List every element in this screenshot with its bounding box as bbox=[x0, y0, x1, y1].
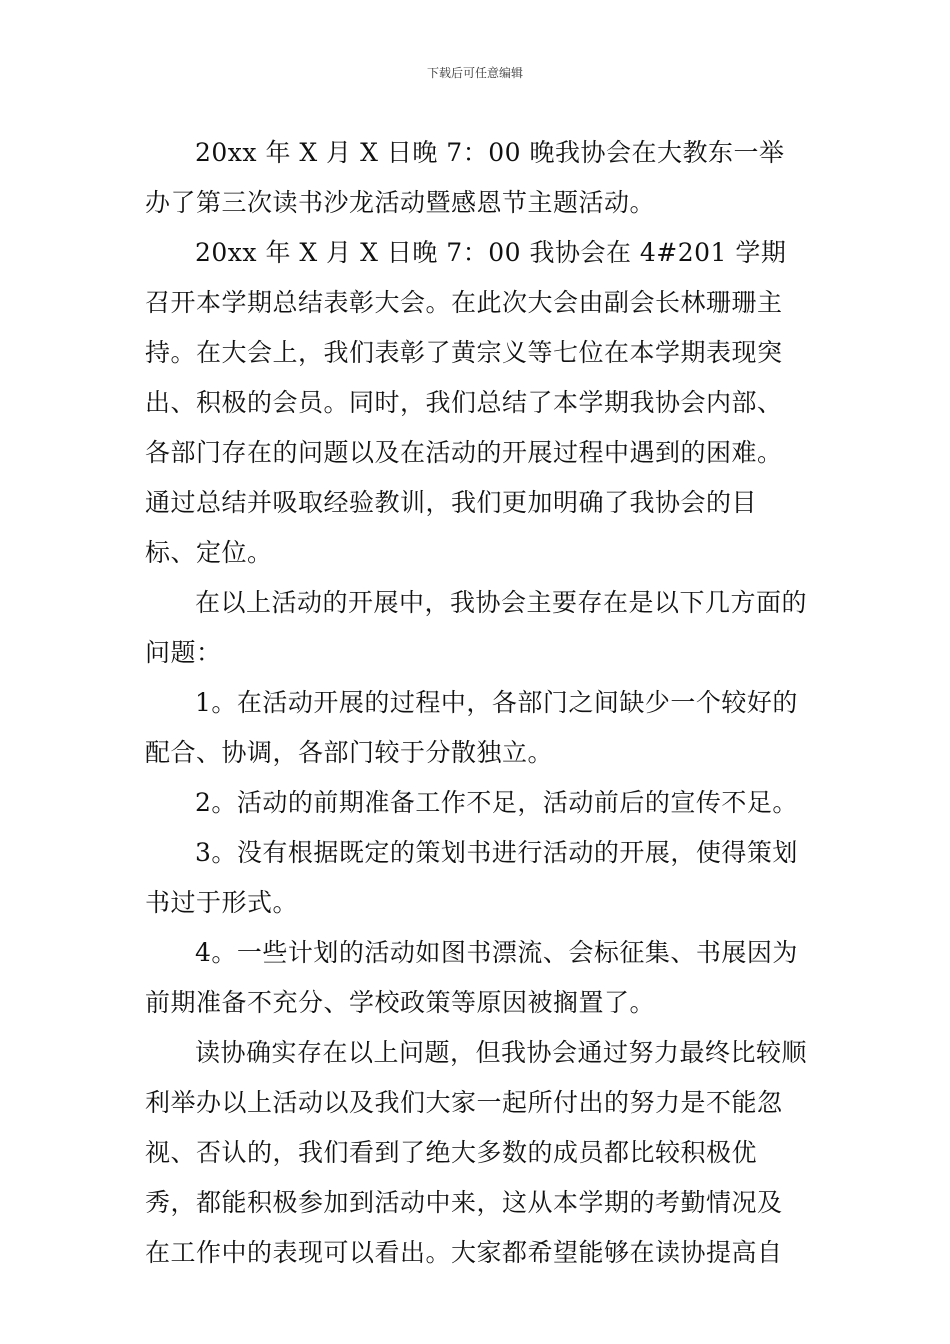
paragraph: 20xx 年 X 月 X 日晚 7：00 我协会在 4#201 学期召开本学期总结表彰大会。在此次大会由副会长林珊珊主持。在大会上，我们表彰了黄宗义等七位在本学期表现突出、积极的会员。同时，我们总结了本学期我协会内部、各部门存在的问题以及在活动的开展过程中遇到的困难。通过总结并吸取经验教训，我们更加明确了我协会的目标、定位。 bbox=[145, 238, 787, 567]
document-body bbox=[145, 128, 807, 1278]
paragraph: 在以上活动的开展中，我协会主要存在是以下几方面的问题： bbox=[145, 588, 808, 667]
paragraph: 读协确实存在以上问题，但我协会通过努力最终比较顺利举办以上活动以及我们大家一起所付出的努力是不能忽视、否认的，我们看到了绝大多数的成员都比较积极优秀，都能积极参加到活动中来，这从本学期的考勤情况及在工作中的表现可以看出。大家都希望能够在读协提高自 bbox=[145, 1038, 808, 1267]
paragraph: 20xx 年 X 月 X 日晚 7：00 晚我协会在大教东一举办了第三次读书沙龙活动暨感恩节主题活动。 bbox=[145, 138, 785, 217]
list-item: 1。在活动开展的过程中，各部门之间缺少一个较好的配合、协调，各部门较于分散独立。 bbox=[145, 688, 798, 767]
page-header: 下载后可任意编辑 bbox=[426, 66, 523, 80]
list-item: 3。没有根据既定的策划书进行活动的开展，使得策划书过于形式。 bbox=[145, 838, 798, 917]
list-item: 2。活动的前期准备工作不足，活动前后的宣传不足。 bbox=[195, 788, 798, 817]
list-item: 4。一些计划的活动如图书漂流、会标征集、书展因为前期准备不充分、学校政策等原因被搁置了。 bbox=[145, 938, 798, 1017]
